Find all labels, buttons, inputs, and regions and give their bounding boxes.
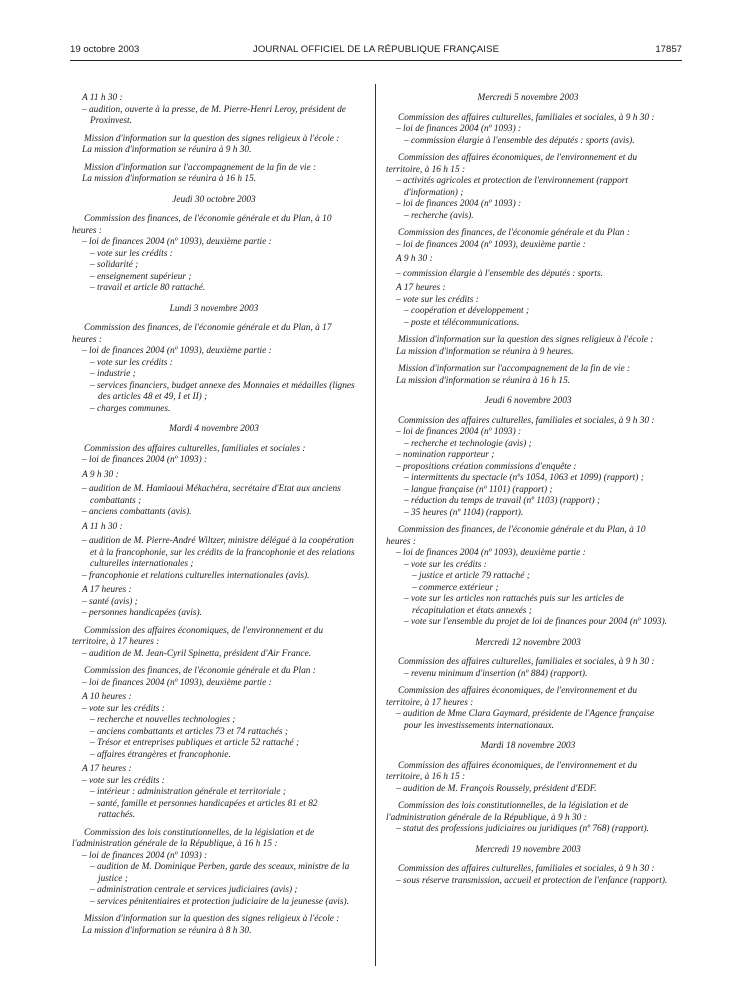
agenda-item: – justice et article 79 rattaché ; bbox=[412, 571, 530, 581]
agenda-item: – loi de finances 2004 (nº 1093), deuxième partie : bbox=[396, 239, 586, 250]
agenda-item: – industrie ; bbox=[90, 369, 136, 379]
agenda-item: – nomination rapporteur ; bbox=[396, 450, 495, 460]
header-rule bbox=[70, 60, 682, 61]
session-date-heading: Jeudi 6 novembre 2003 bbox=[484, 396, 572, 406]
agenda-item: A 10 heures : bbox=[82, 692, 132, 702]
agenda-item: – audition, ouverte à la presse, de M. Pierre-Henri Leroy, président de Proxinvest. bbox=[82, 104, 346, 126]
agenda-item: – loi de finances 2004 (nº 1093) : bbox=[396, 124, 522, 134]
agenda-item: – loi de finances 2004 (nº 1093) : bbox=[82, 850, 208, 861]
agenda-body-heading: Commission des finances, de l'économie générale et du Plan, à 10 heures : bbox=[386, 525, 646, 547]
agenda-item: – services financiers, budget annexe des Monnaies et médailles (lignes des articles 48 et 49, I et II) ; bbox=[90, 380, 355, 402]
agenda-item: – poste et télécommunications. bbox=[404, 317, 520, 328]
agenda-item: – coopération et développement ; bbox=[404, 306, 530, 316]
session-date-heading: Mercredi 5 novembre 2003 bbox=[477, 93, 579, 103]
session-date-heading: Mardi 4 novembre 2003 bbox=[169, 424, 259, 434]
agenda-item: – services pénitentiaires et protection judiciaire de la jeunesse (avis). bbox=[90, 896, 349, 907]
agenda-item: – loi de finances 2004 (nº 1093) : bbox=[82, 455, 208, 465]
agenda-item: – vote sur les crédits : bbox=[82, 703, 165, 714]
agenda-item: – travail et article 80 rattaché. bbox=[90, 283, 206, 293]
agenda-body-heading: Mission d'information sur l'accompagnement de la fin de vie : bbox=[398, 364, 631, 374]
agenda-item: – commission élargie à l'ensemble des députés : sports. bbox=[396, 268, 603, 279]
column-divider bbox=[375, 84, 376, 966]
agenda-item: – francophonie et relations culturelles internationales (avis). bbox=[82, 570, 310, 581]
agenda-item: – loi de finances 2004 (nº 1093), deuxième partie : bbox=[396, 548, 586, 558]
agenda-item: – santé, famille et personnes handicapées et articles 81 et 82 rattachés. bbox=[90, 798, 318, 820]
agenda-item: La mission d'information se réunira à 16 h 15. bbox=[396, 375, 571, 386]
agenda-item: – vote sur les crédits : bbox=[90, 357, 173, 368]
agenda-body-heading: Commission des affaires culturelles, familiales et sociales, à 9 h 30 : bbox=[398, 415, 655, 426]
agenda-item: – audition de M. François Roussely, président d'EDF. bbox=[396, 783, 597, 794]
agenda-item: A 11 h 30 : bbox=[82, 521, 123, 532]
agenda-item: – activités agricoles et protection de l'environnement (rapport d'information) ; bbox=[396, 176, 628, 198]
page-header bbox=[70, 44, 682, 60]
agenda-body-heading: Commission des affaires culturelles, familiales et sociales, à 9 h 30 : bbox=[398, 864, 655, 874]
agenda-item: – recherche et nouvelles technologies ; bbox=[90, 715, 236, 725]
agenda-body-heading: Commission des affaires culturelles, familiales et sociales, à 9 h 30 : bbox=[398, 657, 655, 667]
agenda-item: La mission d'information se réunira à 8 h 30. bbox=[82, 925, 252, 936]
agenda-body-heading: Mission d'information sur la question des signes religieux à l'école : bbox=[398, 335, 654, 345]
agenda-item: – solidarité ; bbox=[90, 260, 139, 270]
header-date: 19 octobre 2003 bbox=[70, 44, 140, 55]
agenda-body-heading: Commission des finances, de l'économie générale et du Plan, à 10 heures : bbox=[72, 214, 332, 236]
session-date-heading: Mardi 18 novembre 2003 bbox=[480, 741, 576, 751]
session-date-heading: Mercredi 19 novembre 2003 bbox=[475, 844, 581, 855]
agenda-item: – audition de M. Hamlaoui Mékachéra, secrétaire d'Etat aux anciens combattants ; bbox=[82, 484, 341, 506]
agenda-item: A 17 heures : bbox=[82, 585, 132, 595]
agenda-item: – propositions création commissions d'enquête : bbox=[396, 461, 577, 472]
agenda-item: – Trésor et entreprises publiques et article 52 rattaché ; bbox=[90, 738, 300, 748]
agenda-item: – vote sur les crédits : bbox=[90, 248, 173, 259]
agenda-item: A 17 heures : bbox=[396, 283, 446, 293]
agenda-body-heading: Commission des affaires économiques, de l'environnement et du territoire, à 16 h 15 : bbox=[386, 153, 638, 175]
right-column bbox=[386, 93, 670, 887]
agenda-body-heading: Commission des affaires culturelles, familiales et sociales, à 9 h 30 : bbox=[398, 112, 655, 123]
left-column bbox=[72, 93, 356, 937]
agenda-item: A 17 heures : bbox=[82, 764, 132, 774]
agenda-body-heading: Commission des lois constitutionnelles, de la législation et de l'administration générale de la République, à 9 h 30 : bbox=[386, 801, 629, 823]
agenda-item: – commission élargie à l'ensemble des députés : sports (avis). bbox=[404, 135, 635, 146]
agenda-item: La mission d'information se réunira à 9 h 30. bbox=[82, 145, 252, 155]
agenda-item: – administration centrale et services judiciaires (avis) ; bbox=[90, 885, 298, 895]
page-number: 17857 bbox=[655, 44, 682, 55]
agenda-item: – anciens combattants et articles 73 et 74 rattachés ; bbox=[90, 726, 289, 737]
agenda-body-heading: Commission des finances, de l'économie générale et du Plan : bbox=[84, 666, 316, 676]
agenda-item: – vote sur les crédits : bbox=[82, 775, 165, 786]
agenda-item: – audition de Mme Clara Gaymard, présidente de l'Agence française pour les investissements internationaux. bbox=[396, 709, 655, 731]
agenda-body-heading: Commission des affaires économiques, de l'environnement et du territoire, à 17 heures : bbox=[72, 625, 324, 647]
agenda-body-heading: Commission des finances, de l'économie générale et du Plan, à 17 heures : bbox=[72, 323, 332, 345]
session-date-heading: Lundi 3 novembre 2003 bbox=[169, 303, 259, 314]
agenda-item: – recherche (avis). bbox=[404, 210, 474, 221]
agenda-item: – santé (avis) ; bbox=[82, 596, 138, 607]
agenda-item: – réduction du temps de travail (nº 1103) (rapport) ; bbox=[404, 496, 601, 506]
agenda-item: – loi de finances 2004 (nº 1093) : bbox=[396, 427, 522, 437]
agenda-item: – vote sur l'ensemble du projet de loi de finances pour 2004 (nº 1093). bbox=[404, 617, 668, 627]
agenda-item: – 35 heures (nº 1104) (rapport). bbox=[404, 507, 524, 518]
agenda-body-heading: Commission des affaires économiques, de l'environnement et du territoire, à 17 heures : bbox=[386, 686, 638, 708]
journal-title: JOURNAL OFFICIEL DE LA RÉPUBLIQUE FRANÇAISE bbox=[252, 44, 500, 55]
agenda-item: A 9 h 30 : bbox=[82, 469, 119, 480]
agenda-body-heading: Commission des lois constitutionnelles, de la législation et de l'administration générale de la République, à 16 h 15 : bbox=[72, 827, 315, 849]
agenda-item: A 9 h 30 : bbox=[396, 254, 433, 264]
agenda-item: – revenu minimum d'insertion (nº 884) (rapport). bbox=[404, 668, 588, 679]
agenda-item: – anciens combattants (avis). bbox=[82, 507, 192, 517]
agenda-item: – intermittents du spectacle (nºs 1054, 1063 et 1099) (rapport) ; bbox=[404, 473, 644, 483]
agenda-body-heading: Commission des finances, de l'économie générale et du Plan : bbox=[398, 228, 630, 238]
agenda-item: – vote sur les crédits : bbox=[396, 294, 479, 305]
agenda-item: – audition de M. Pierre-André Wiltzer, ministre délégué à la coopération et à la francophonie, sur les crédits de la francophonie et des relations culturelles internationales ; bbox=[82, 536, 355, 569]
agenda-body-heading: Commission des affaires culturelles, familiales et sociales : bbox=[84, 443, 306, 454]
agenda-item: La mission d'information se réunira à 9 heures. bbox=[396, 346, 574, 357]
agenda-item: – personnes handicapées (avis). bbox=[82, 608, 202, 618]
agenda-body-heading: Mission d'information sur la question des signes religieux à l'école : bbox=[84, 133, 340, 144]
agenda-item: – vote sur les articles non rattachés puis sur les articles de récapitulation et états annexés ; bbox=[404, 594, 624, 616]
agenda-body-heading: Commission des affaires économiques, de l'environnement et du territoire, à 16 h 15 : bbox=[386, 760, 638, 782]
agenda-item: – affaires étrangères et francophonie. bbox=[90, 749, 231, 760]
agenda-item: – commerce extérieur ; bbox=[412, 582, 499, 593]
agenda-item: – statut des professions judiciaires ou juridiques (nº 768) (rapport). bbox=[396, 824, 649, 834]
session-date-heading: Jeudi 30 octobre 2003 bbox=[172, 194, 256, 205]
agenda-item: – enseignement supérieur ; bbox=[90, 271, 192, 282]
agenda-item: – audition de M. Dominique Perben, garde des sceaux, ministre de la justice ; bbox=[90, 862, 350, 884]
agenda-item: – charges communes. bbox=[90, 403, 171, 414]
agenda-item: – loi de finances 2004 (nº 1093) : bbox=[396, 199, 522, 209]
agenda-item: – loi de finances 2004 (nº 1093), deuxième partie : bbox=[82, 677, 272, 688]
agenda-item: – sous réserve transmission, accueil et protection de l'enfance (rapport). bbox=[396, 875, 668, 886]
agenda-item: – loi de finances 2004 (nº 1093), deuxième partie : bbox=[82, 346, 272, 356]
agenda-item: – loi de finances 2004 (nº 1093), deuxième partie : bbox=[82, 237, 272, 247]
agenda-item: A 11 h 30 : bbox=[82, 93, 123, 103]
agenda-item: – intérieur : administration générale et territoriale ; bbox=[90, 787, 286, 797]
agenda-item: – audition de M. Jean-Cyril Spinetta, président d'Air France. bbox=[82, 648, 312, 659]
agenda-body-heading: Mission d'information sur la question des signes religieux à l'école : bbox=[84, 914, 340, 924]
agenda-item: – langue française (nº 1101) (rapport) ; bbox=[404, 484, 553, 495]
agenda-item: – vote sur les crédits : bbox=[404, 559, 487, 570]
agenda-body-heading: Mission d'information sur l'accompagnement de la fin de vie : bbox=[84, 162, 317, 173]
session-date-heading: Mercredi 12 novembre 2003 bbox=[475, 637, 581, 648]
agenda-item: – recherche et technologie (avis) ; bbox=[404, 438, 532, 449]
agenda-item: La mission d'information se réunira à 16 h 15. bbox=[82, 174, 257, 184]
